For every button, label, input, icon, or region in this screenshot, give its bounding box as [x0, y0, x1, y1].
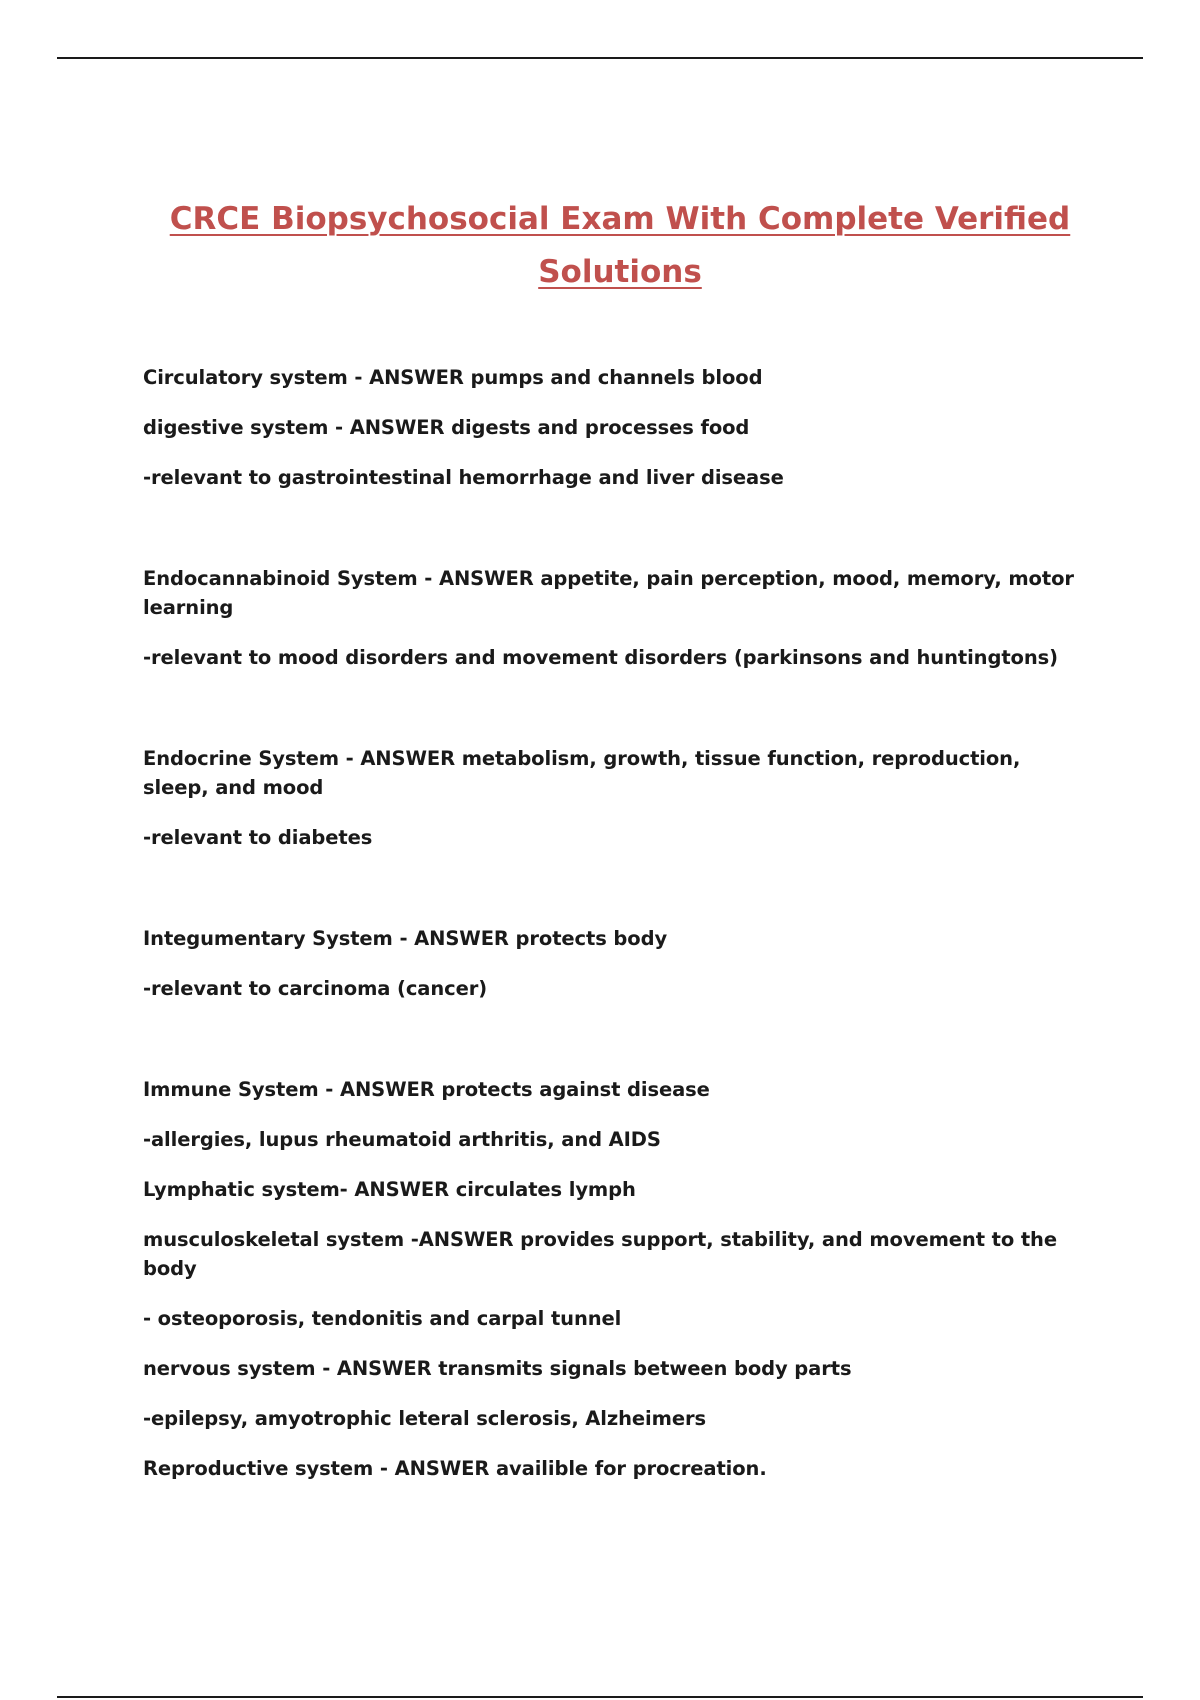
entry-immune: Immune System - ANSWER protects against disease	[143, 1078, 710, 1101]
entry-digestive-note: -relevant to gastrointestinal hemorrhage and liver disease	[143, 466, 784, 489]
header-rule	[57, 57, 1143, 59]
entry-digestive: digestive system - ANSWER digests and processes food	[143, 416, 750, 439]
entry-musculoskeletal: musculoskeletal system -ANSWER provides support, stability, and movement to the body	[143, 1228, 1057, 1280]
footer-rule	[57, 1696, 1143, 1698]
entry-reproductive: Reproductive system - ANSWER availible for procreation.	[143, 1457, 767, 1480]
entry-lymphatic: Lymphatic system- ANSWER circulates lymph	[143, 1178, 636, 1201]
entry-circulatory: Circulatory system - ANSWER pumps and channels blood	[143, 366, 763, 389]
entry-nervous-note: -epilepsy, amyotrophic leteral sclerosis, Alzheimers	[143, 1407, 706, 1430]
entry-integumentary: Integumentary System - ANSWER protects body	[143, 927, 668, 950]
entry-musculoskeletal-note: - osteoporosis, tendonitis and carpal tunnel	[143, 1307, 622, 1330]
document-title: CRCE Biopsychosocial Exam With Complete Verified Solutions	[169, 201, 1071, 290]
entry-immune-note: -allergies, lupus rheumatoid arthritis, and AIDS	[143, 1128, 661, 1151]
entry-nervous: nervous system - ANSWER transmits signals between body parts	[143, 1357, 852, 1380]
entry-endocannabinoid-note: -relevant to mood disorders and movement disorders (parkinsons and huntingtons)	[143, 646, 1058, 669]
entry-integumentary-note: -relevant to carcinoma (cancer)	[143, 977, 488, 1000]
entry-endocrine-note: -relevant to diabetes	[143, 826, 373, 849]
entry-endocrine: Endocrine System - ANSWER metabolism, growth, tissue function, reproduction, sleep, and mood	[143, 747, 1021, 799]
entry-endocannabinoid: Endocannabinoid System - ANSWER appetite, pain perception, mood, memory, motor learning	[143, 567, 1074, 619]
document-body	[143, 363, 1083, 1483]
